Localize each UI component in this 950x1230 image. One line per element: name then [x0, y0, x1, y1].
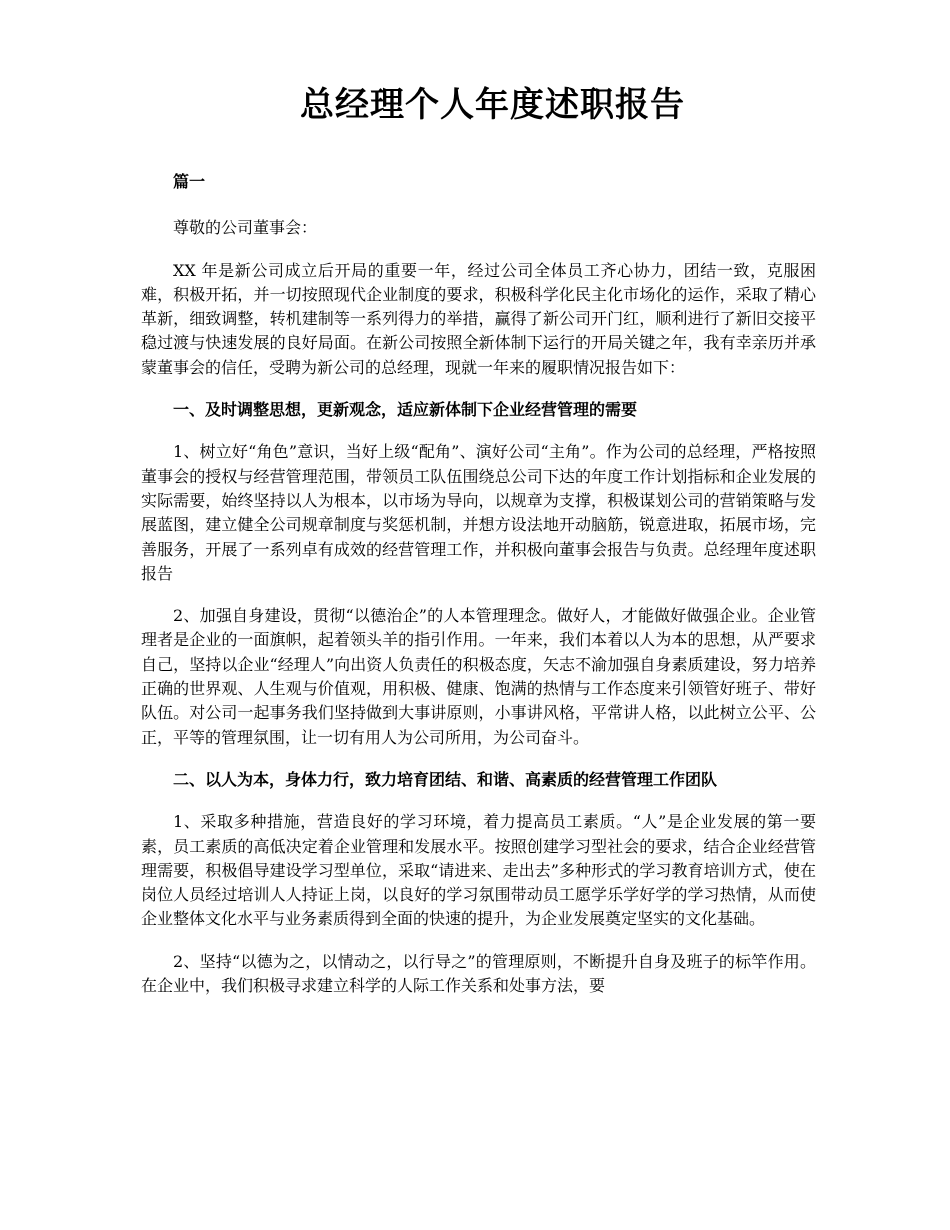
paragraph-2-2: 2、坚持“以德为之，以情动之，以行导之”的管理原则，不断提升自身及班子的标竿作用。在企业中，我们积极寻求建立科学的人际工作关系和处事方法，要 [141, 951, 816, 996]
paragraph-1-1: 1、树立好“角色”意识，当好上级“配角”、演好公司“主角”。作为公司的总经理，严格按照董事会的授权与经营管理范围，带领员工队伍围绕总公司下达的年度工作计划指标和企业发展的实际需要，始终坚持以人为根本，以市场为导向，以规章为支撑，积极谋划公司的营销策略与发展蓝图，建立健全公司规章制度与奖惩机制，并想方设法地开动脑筋，锐意进取，拓展市场，完善服务，开展了一系列卓有成效的经营管理工作，并积极向董事会报告与负责。总经理年度述职报告 [141, 442, 816, 583]
salutation: 尊敬的公司董事会： [173, 218, 318, 238]
section-label: 篇一 [173, 172, 206, 191]
paragraph-2-1: 1、采取多种措施，营造良好的学习环境，着力提高员工素质。“人”是企业发展的第一要素，员工素质的高低决定着企业管理和发展水平。按照创建学习型社会的要求，结合企业经营管理需要，积极倡导建设学习型单位，采取“请进来、走出去”多种形式的学习教育培训方式，使在岗位人员经过培训人人持证上岗，以良好的学习氛围带动员工愿学乐学好学的学习热情，从而使企业整体文化水平与业务素质得到全面的快速的提升，为企业发展奠定坚实的文化基础。 [141, 812, 816, 929]
section-heading-2: 二、以人为本，身体力行，致力培育团结、和谐、高素质的经营管理工作团队 [173, 769, 718, 789]
document-body [141, 170, 816, 1016]
paragraph-1-2: 2、加强自身建设，贯彻“以德治企”的人本管理理念。做好人，才能做好做强企业。企业管理者是企业的一面旗帜，起着领头羊的指引作用。一年来，我们本着以人为本的思想，从严要求自己，坚持以企业“经理人”向出资人负责任的积极态度，矢志不渝加强自身素质建设，努力培养正确的世界观、人生观与价值观，用积极、健康、饱满的热情与工作态度来引领管好班子、带好队伍。对公司一起事务我们坚持做到大事讲原则，小事讲风格，平常讲人格，以此树立公平、公正，平等的管理氛围，让一切有用人为公司所用，为公司奋斗。 [141, 606, 816, 747]
document-title: 总经理个人年度述职报告 [300, 85, 685, 125]
section-heading-1: 一、及时调整思想，更新观念，适应新体制下企业经营管理的需要 [173, 400, 638, 420]
paragraph-intro: XX 年是新公司成立后开局的重要一年，经过公司全体员工齐心协力，团结一致，克服困难，积极开拓，并一切按照现代企业制度的要求，积极科学化民主化市场化的运作，采取了精心革新，细致调整，转机建制等一系列得力的举措，赢得了新公司开门红，顺利进行了新旧交接平稳过渡与快速发展的良好局面。在新公司按照全新体制下运行的开局关键之年，我有幸亲历并承蒙董事会的信任，受聘为新公司的总经理，现就一年来的履职情况报告如下： [141, 260, 816, 377]
